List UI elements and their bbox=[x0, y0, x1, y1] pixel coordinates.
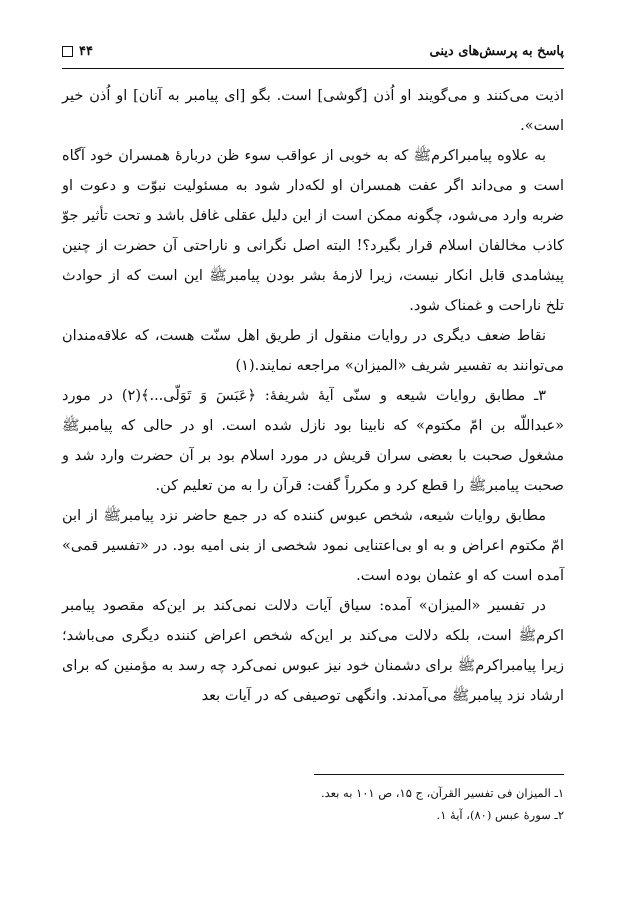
paragraph: اذیت می‌کنند و می‌گویند او اُذن [گوشی] است. بگو [ای پیامبر به آنان] او اُذن خیر است». bbox=[62, 88, 564, 134]
paragraph: مطابق روایات شیعه، شخص عبوس کننده که در جمع حاضر نزد پیامبرﷺ از ابن امّ مکتوم اعراض و به او بی‌اعتنایی نمود شخصی از بنی امیه بود. در «تفسیر قمی» آمده است که او عثمان بوده است. bbox=[62, 508, 564, 584]
paragraph: ۳ـ مطابق روایات شیعه و سنّی آیهٔ شریفهٔ: ﴿عَبَسَ وَ تَوَلّی...﴾(۲) در مورد «عبداللّه بن امّ مکتوم» که نابینا بود نازل شده است. او در حالی که پیامبرﷺ مشغول صحبت با بعضی سران قریش در مورد اسلام بود بر آن حضرت وارد شد و صحبت پیامبرﷺ را قطع کرد و مکرراً گفت: قرآن را به من تعلیم کن. bbox=[62, 388, 564, 494]
paragraph: به علاوه پیامبراکرمﷺ که به خوبی از عواقب سوء ظن دربارهٔ همسران خود آگاه است و می‌داند اگر عفت همسران او لکه‌دار شود به مسئولیت نبوّت و دعوت او ضربه وارد می‌شود، چگونه ممکن است از این دلیل عقلی غافل باشد و تحت تأثیر جوّ کاذب مخالفان اسلام قرار بگیرد؟! البته اصل نگرانی و ناراحتی آن حضرت از چنین پیشامدی قابل انکار نیست، زیرا لازمهٔ بشر بودن پیامبرﷺ این است که از حوادث تلخ ناراحت و غمناک شود. bbox=[62, 148, 564, 314]
square-marker-icon bbox=[62, 46, 73, 57]
book-page bbox=[62, 38, 564, 858]
running-title: پاسخ به پرسش‌های دینی bbox=[429, 43, 564, 59]
page-number-group bbox=[62, 44, 93, 59]
page-body bbox=[62, 81, 564, 711]
paragraph: در تفسیر «المیزان» آمده: سیاق آیات دلالت نمی‌کند بر این‌که مقصود پیامبر اکرمﷺ است، بلکه دلالت می‌کند بر این‌که شخص اعراض کننده دیگری می‌باشد؛ زیرا پیامبراکرمﷺ برای دشمنان خود نیز عبوس نمی‌کرد چه رسد به مؤمنین که برای ارشاد نزد پیامبرﷺ می‌آمدند. وانگهی توصیفی که در آیات بعد bbox=[62, 598, 564, 704]
footnotes bbox=[62, 782, 564, 826]
page-number: ۴۴ bbox=[79, 43, 93, 59]
header-rule bbox=[62, 68, 564, 69]
footnote-divider bbox=[314, 774, 564, 775]
page-header bbox=[62, 38, 564, 64]
footnote: ۲ـ سورهٔ عبس (۸۰)، آیهٔ ۱. bbox=[436, 808, 564, 822]
paragraph: نقاط ضعف دیگری در روایات منقول از طریق اهل سنّت هست، که علاقه‌مندان می‌توانند به تفسیر شریف «المیزان» مراجعه نمایند.(۱) bbox=[62, 328, 564, 374]
footnote: ۱ـ المیزان فی تفسیر القرآن، ج ۱۵، ص ۱۰۱ به بعد. bbox=[320, 786, 564, 800]
